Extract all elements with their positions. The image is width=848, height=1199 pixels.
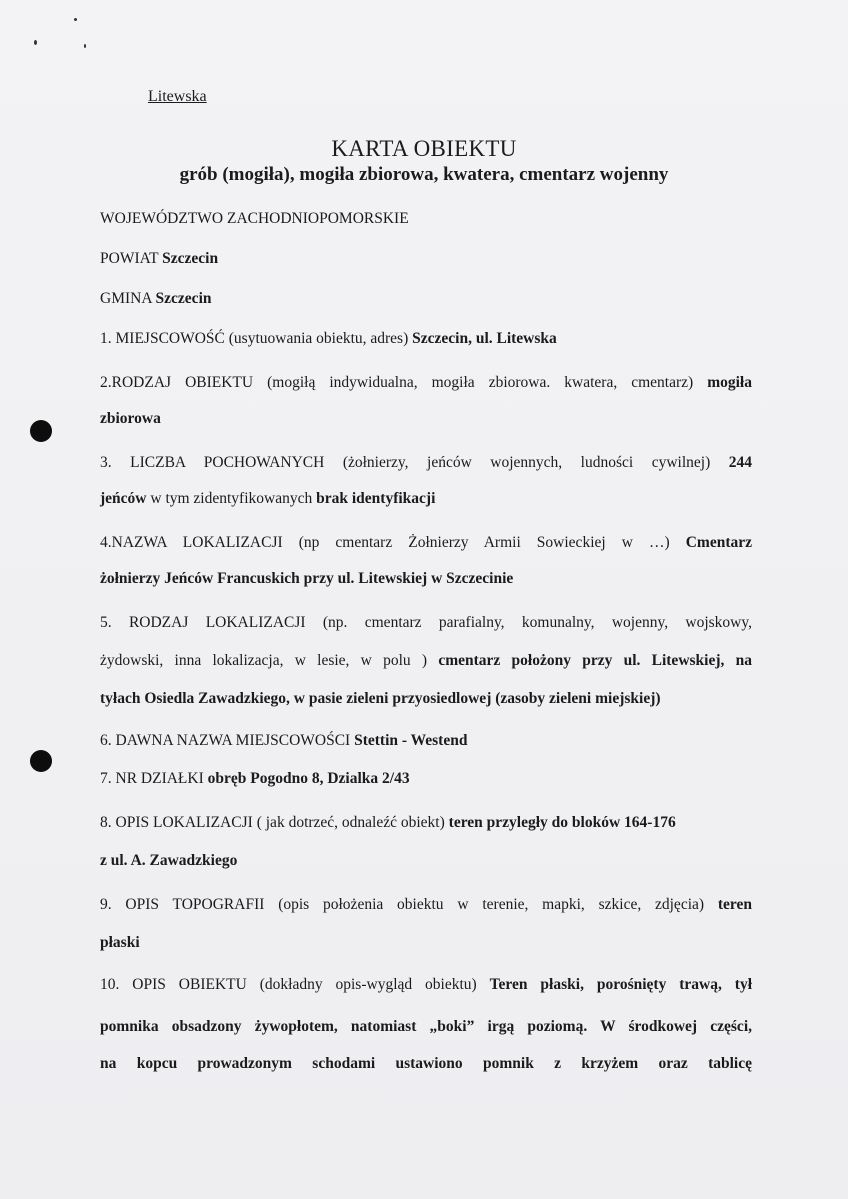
- bold-text: tyłach Osiedla Zawadzkiego, w pasie zieleni przyosiedlowej (zasoby zieleni miejskiej): [100, 690, 661, 707]
- text-line: [100, 895, 752, 915]
- bold-text: Cmentarz: [685, 534, 752, 551]
- voivodeship-line: [100, 209, 752, 229]
- text-line: [100, 329, 752, 349]
- text-line: [100, 569, 752, 589]
- bold-text: z ul. A. Zawadzkiego: [100, 852, 238, 869]
- bold-text: 244: [728, 454, 752, 471]
- text-line: [100, 651, 752, 671]
- plain-text: 3. LICZBA POCHOWANYCH (żołnierzy, jeńców wojennych, ludności cywilnej): [100, 454, 729, 471]
- bold-text: Teren płaski, porośnięty trawą, tył: [489, 976, 752, 993]
- commune-label: GMINA: [100, 290, 152, 307]
- text-line: [100, 731, 752, 751]
- bold-text: obręb Pogodno 8, Dzialka 2/43: [207, 770, 410, 787]
- punch-hole: [30, 420, 52, 442]
- punch-hole: [30, 750, 52, 772]
- plain-text: 4.NAZWA LOKALIZACJI (np cmentarz Żołnierzy Armii Sowieckiej w …): [100, 534, 686, 551]
- bold-text: Stettin - Westend: [354, 732, 468, 749]
- bold-text: pomnika obsadzony żywopłotem, natomiast „boki” irgą poziomą. W środkowej części,: [100, 1018, 752, 1035]
- plain-text: 6. DAWNA NAZWA MIEJSCOWOŚCI: [100, 732, 355, 749]
- text-line: [100, 689, 752, 709]
- bold-text: płaski: [100, 934, 140, 951]
- scan-speck: [84, 44, 86, 48]
- scan-speck: [34, 40, 37, 45]
- bold-text: brak identyfikacji: [316, 490, 436, 507]
- bold-text: Szczecin, ul. Litewska: [412, 330, 557, 347]
- text-line: [100, 975, 752, 995]
- voivodeship-value: WOJEWÓDZTWO ZACHODNIOPOMORSKIE: [100, 210, 409, 227]
- text-line: [100, 613, 752, 633]
- bold-text: teren: [717, 896, 752, 913]
- bold-text: teren przyległy do bloków 164-176: [448, 814, 676, 831]
- bold-text: jeńców: [100, 490, 147, 507]
- text-line: [100, 409, 752, 429]
- text-line: [100, 1054, 752, 1074]
- plain-text: 10. OPIS OBIEKTU (dokładny opis-wygląd obiektu): [100, 976, 490, 993]
- commune-value: Szczecin: [155, 290, 212, 307]
- text-line: [100, 813, 752, 833]
- text-line: [100, 851, 752, 871]
- page-title: KARTA OBIEKTU: [331, 136, 517, 161]
- bold-text: na kopcu prowadzonym schodami ustawiono pomnik z krzyżem oraz tablicę: [100, 1055, 752, 1072]
- plain-text: w tym zidentyfikowanych: [146, 490, 317, 507]
- bold-text: zbiorowa: [100, 410, 161, 427]
- text-line: [100, 489, 752, 509]
- bold-text: mogiła: [707, 374, 752, 391]
- plain-text: żydowski, inna lokalizacja, w lesie, w polu ): [100, 652, 439, 669]
- bold-text: żołnierzy Jeńców Francuskich przy ul. Litewskiej w Szczecinie: [100, 570, 514, 587]
- commune-line: [100, 289, 752, 309]
- plain-text: 1. MIEJSCOWOŚĆ (usytuowania obiektu, adres): [100, 330, 413, 347]
- plain-text: 5. RODZAJ LOKALIZACJI (np. cmentarz parafialny, komunalny, wojenny, wojskowy,: [100, 614, 752, 631]
- text-line: [100, 1017, 752, 1037]
- scan-speck: [74, 18, 77, 21]
- plain-text: 9. OPIS TOPOGRAFII (opis położenia obiektu w terenie, mapki, szkice, zdjęcia): [100, 896, 718, 913]
- text-line: [100, 933, 752, 953]
- object-tag: Litewska: [148, 88, 207, 105]
- page-subtitle: grób (mogiła), mogiła zbiorowa, kwatera, cmentarz wojenny: [179, 164, 669, 185]
- bold-text: cmentarz położony przy ul. Litewskiej, na: [438, 652, 752, 669]
- county-value: Szczecin: [162, 250, 219, 267]
- county-line: [100, 249, 752, 269]
- plain-text: 2.RODZAJ OBIEKTU (mogiłą indywidualna, mogiła zbiorowa. kwatera, cmentarz): [100, 374, 708, 391]
- plain-text: 8. OPIS LOKALIZACJI ( jak dotrzeć, odnaleźć obiekt): [100, 814, 449, 831]
- text-line: [100, 373, 752, 393]
- text-line: [100, 533, 752, 553]
- text-line: [100, 453, 752, 473]
- plain-text: 7. NR DZIAŁKI: [100, 770, 208, 787]
- text-line: [100, 769, 752, 789]
- county-label: POWIAT: [100, 250, 159, 267]
